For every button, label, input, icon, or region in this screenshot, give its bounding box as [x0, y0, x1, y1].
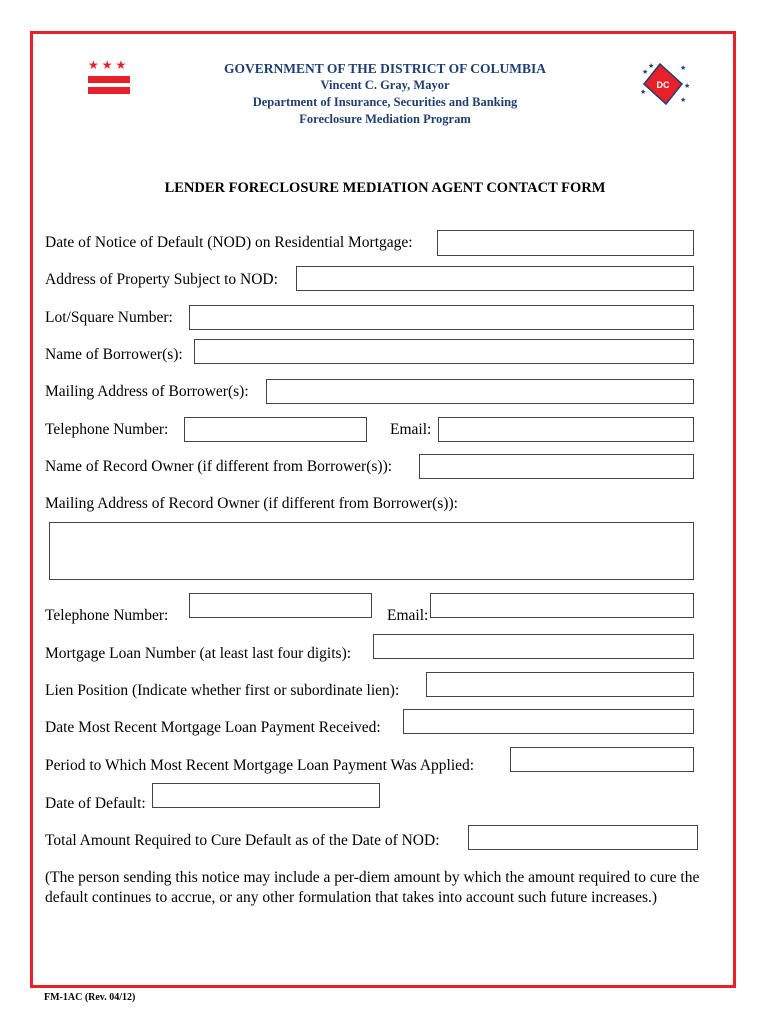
- record-owner-mailing-input[interactable]: [49, 522, 694, 580]
- borrower-mailing-label: Mailing Address of Borrower(s):: [45, 383, 249, 400]
- svg-text:★: ★: [642, 68, 649, 76]
- flag-stars: ★ ★ ★: [88, 58, 127, 72]
- recent-payment-date-label: Date Most Recent Mortgage Loan Payment Received:: [45, 719, 381, 736]
- svg-text:★: ★: [684, 82, 691, 90]
- form-title: LENDER FORECLOSURE MEDIATION AGENT CONTACT FORM: [164, 180, 606, 196]
- borrower-name-label: Name of Borrower(s):: [45, 346, 183, 363]
- payment-period-input[interactable]: [510, 747, 694, 772]
- form-revision: FM-1AC (Rev. 04/12): [44, 992, 136, 1003]
- disb-seal-icon: [636, 58, 692, 112]
- lien-position-label: Lien Position (Indicate whether first or subordinate lien):: [45, 682, 400, 699]
- svg-text:DC: DC: [656, 80, 670, 90]
- default-date-input[interactable]: [152, 783, 380, 808]
- record-owner-mailing-label: Mailing Address of Record Owner (if different from Borrower(s)):: [45, 495, 458, 512]
- government-name: GOVERNMENT OF THE DISTRICT OF COLUMBIA: [224, 61, 546, 76]
- department-name: Department of Insurance, Securities and Banking: [252, 95, 518, 109]
- mayor-name: Vincent C. Gray, Mayor: [320, 78, 450, 92]
- email-label: Email:: [390, 421, 432, 438]
- dc-flag-icon: [88, 60, 130, 96]
- per-diem-note: (The person sending this notice may include a per-diem amount by which the amount required to cure the default continues to accrue, or any other formulation that takes into account such future increases.): [45, 869, 700, 906]
- nod-date-label: Date of Notice of Default (NOD) on Residential Mortgage:: [45, 234, 413, 251]
- svg-text:★: ★: [680, 96, 687, 104]
- svg-text:★: ★: [680, 64, 687, 72]
- property-address-input[interactable]: [296, 266, 694, 291]
- record-owner-name-label: Name of Record Owner (if different from Borrower(s)):: [45, 458, 393, 475]
- telephone-label: Telephone Number:: [45, 421, 169, 438]
- record-owner-name-input[interactable]: [419, 454, 694, 479]
- cure-amount-label: Total Amount Required to Cure Default as of the Date of NOD:: [45, 832, 440, 849]
- payment-period-label: Period to Which Most Recent Mortgage Loan Payment Was Applied:: [45, 757, 475, 774]
- recent-payment-date-input[interactable]: [403, 709, 694, 734]
- email2-input[interactable]: [430, 593, 694, 618]
- svg-text:★: ★: [648, 62, 655, 70]
- svg-text:★: ★: [640, 88, 647, 96]
- loan-number-input[interactable]: [373, 634, 694, 659]
- loan-number-label: Mortgage Loan Number (at least last four digits):: [45, 645, 352, 662]
- telephone-input[interactable]: [184, 417, 367, 442]
- telephone2-input[interactable]: [189, 593, 372, 618]
- nod-date-input[interactable]: [437, 230, 694, 256]
- default-date-label: Date of Default:: [45, 795, 146, 812]
- property-address-label: Address of Property Subject to NOD:: [45, 271, 278, 288]
- cure-amount-input[interactable]: [468, 825, 698, 850]
- email2-label: Email:: [387, 607, 429, 624]
- lot-square-input[interactable]: [189, 305, 694, 330]
- lot-square-label: Lot/Square Number:: [45, 309, 173, 326]
- email-input[interactable]: [438, 417, 694, 442]
- lien-position-input[interactable]: [426, 672, 694, 697]
- telephone2-label: Telephone Number:: [45, 607, 169, 624]
- program-name: Foreclosure Mediation Program: [299, 112, 471, 126]
- borrower-mailing-input[interactable]: [266, 379, 694, 404]
- borrower-name-input[interactable]: [194, 339, 694, 364]
